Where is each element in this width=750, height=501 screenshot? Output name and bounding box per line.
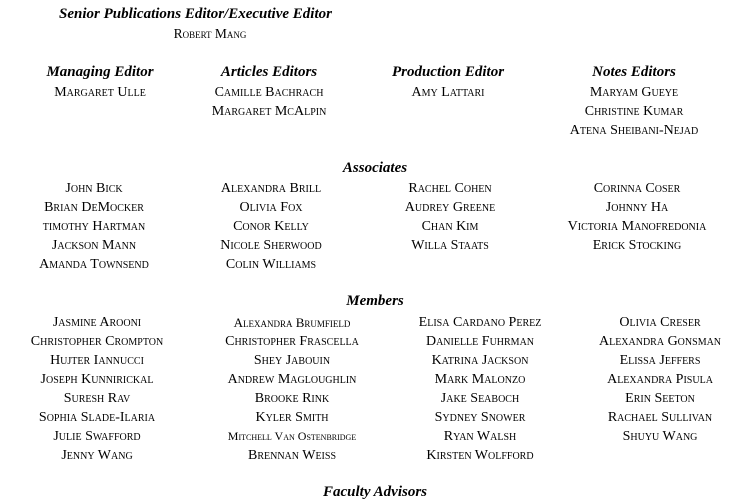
member-name: Elissa Jeffers <box>619 353 701 368</box>
members-column-2 <box>225 313 359 465</box>
member-name: Rachael Sullivan <box>607 410 713 425</box>
editor-name: Amy Lattari <box>411 85 485 100</box>
member-name: Kirsten Wolfford <box>426 448 534 463</box>
associate-name: Amanda Townsend <box>39 257 149 272</box>
member-name: Shuyu Wang <box>622 429 698 444</box>
associate-name: Corinna Coser <box>593 181 681 196</box>
member-name: Christopher Frascella <box>225 334 359 349</box>
member-name: Suresh Rav <box>63 391 131 406</box>
articles-editors-heading: Articles Editors <box>220 64 318 80</box>
member-name: Julie Swafford <box>53 429 141 444</box>
member-name: Alexandra Gonsman <box>598 334 722 349</box>
associates-column-3 <box>405 179 495 255</box>
production-editor-heading: Production Editor <box>391 64 505 80</box>
associate-name: Erick Stocking <box>592 238 682 253</box>
associate-name: Rachel Cohen <box>408 181 492 196</box>
associate-name: Nicole Sherwood <box>220 238 322 253</box>
editor-name: Christine Kumar <box>584 104 684 119</box>
associate-name: Colin Williams <box>225 257 317 272</box>
member-name: Erin Seeton <box>625 391 695 406</box>
members-column-4 <box>599 313 721 446</box>
senior-editor-heading: Senior Publications Editor/Executive Editor <box>59 6 332 22</box>
member-name: Elisa Cardano Perez <box>418 315 542 330</box>
member-name: Danielle Fuhrman <box>425 334 535 349</box>
associates-column-2 <box>220 179 321 274</box>
member-name: Brennan Weiss <box>247 448 337 463</box>
faculty-advisors-heading: Faculty Advisors <box>322 484 428 500</box>
associates-column-1 <box>39 179 149 274</box>
associate-name: Olivia Fox <box>239 200 303 215</box>
associate-name: Victoria Manofredonia <box>567 219 707 234</box>
managing-editor-names <box>54 83 146 102</box>
associate-name: Conor Kelly <box>233 219 309 234</box>
members-column-3 <box>419 313 542 465</box>
members-heading: Members <box>346 293 404 309</box>
member-name: Christopher Crompton <box>30 334 164 349</box>
member-name: Joseph Kunnirickal <box>40 372 154 387</box>
member-name: Shey Jabouin <box>253 353 331 368</box>
notes-editors-heading: Notes Editors <box>592 64 676 80</box>
articles-editors-names <box>212 83 327 121</box>
editor-name: Maryam Gueye <box>589 85 679 100</box>
member-name: Mitchell Van Ostenbridge <box>227 429 357 443</box>
member-name: Andrew Magloughlin <box>227 372 357 387</box>
associate-name: Alexandra Brill <box>220 181 322 196</box>
member-name: Hujter Iannucci <box>50 353 144 368</box>
member-name: Jasmine Arooni <box>52 315 142 330</box>
associate-name: timothy Hartman <box>42 219 146 234</box>
associate-name: Jackson Mann <box>51 238 137 253</box>
member-name: Katrina Jackson <box>431 353 529 368</box>
editor-name: Margaret Ulle <box>54 85 146 100</box>
editor-name: Atena Sheibani-Nejad <box>569 123 699 138</box>
notes-editors-names <box>570 83 698 140</box>
associate-name: Audrey Greene <box>404 200 496 215</box>
associate-name: Chan Kim <box>421 219 479 234</box>
members-column-1 <box>31 313 163 465</box>
associates-heading: Associates <box>342 160 408 176</box>
member-name: Mark Malonzo <box>434 372 526 387</box>
associate-name: Brian DeMocker <box>44 200 144 215</box>
associate-name: Willa Staats <box>411 238 489 253</box>
member-name: Alexandra Brumfield <box>233 315 351 330</box>
production-editor-names <box>411 83 484 102</box>
editor-name: Margaret McAlpin <box>211 104 327 119</box>
senior-editor-name: Robert Mang <box>173 26 247 41</box>
editor-name: Camille Bachrach <box>214 85 324 100</box>
member-name: Brooke Rink <box>254 391 330 406</box>
associates-column-4 <box>568 179 707 255</box>
member-name: Jenny Wang <box>61 448 133 463</box>
member-name: Alexandra Pisula <box>607 372 713 387</box>
member-name: Jake Seaboch <box>440 391 520 406</box>
member-name: Sydney Snower <box>434 410 526 425</box>
associate-name: Johnny Ha <box>605 200 669 215</box>
associate-name: John Bick <box>65 181 123 196</box>
managing-editor-heading: Managing Editor <box>46 64 154 80</box>
member-name: Olivia Creser <box>619 315 701 330</box>
member-name: Sophia Slade-Ilaria <box>38 410 156 425</box>
member-name: Ryan Walsh <box>443 429 517 444</box>
member-name: Kyler Smith <box>255 410 329 425</box>
